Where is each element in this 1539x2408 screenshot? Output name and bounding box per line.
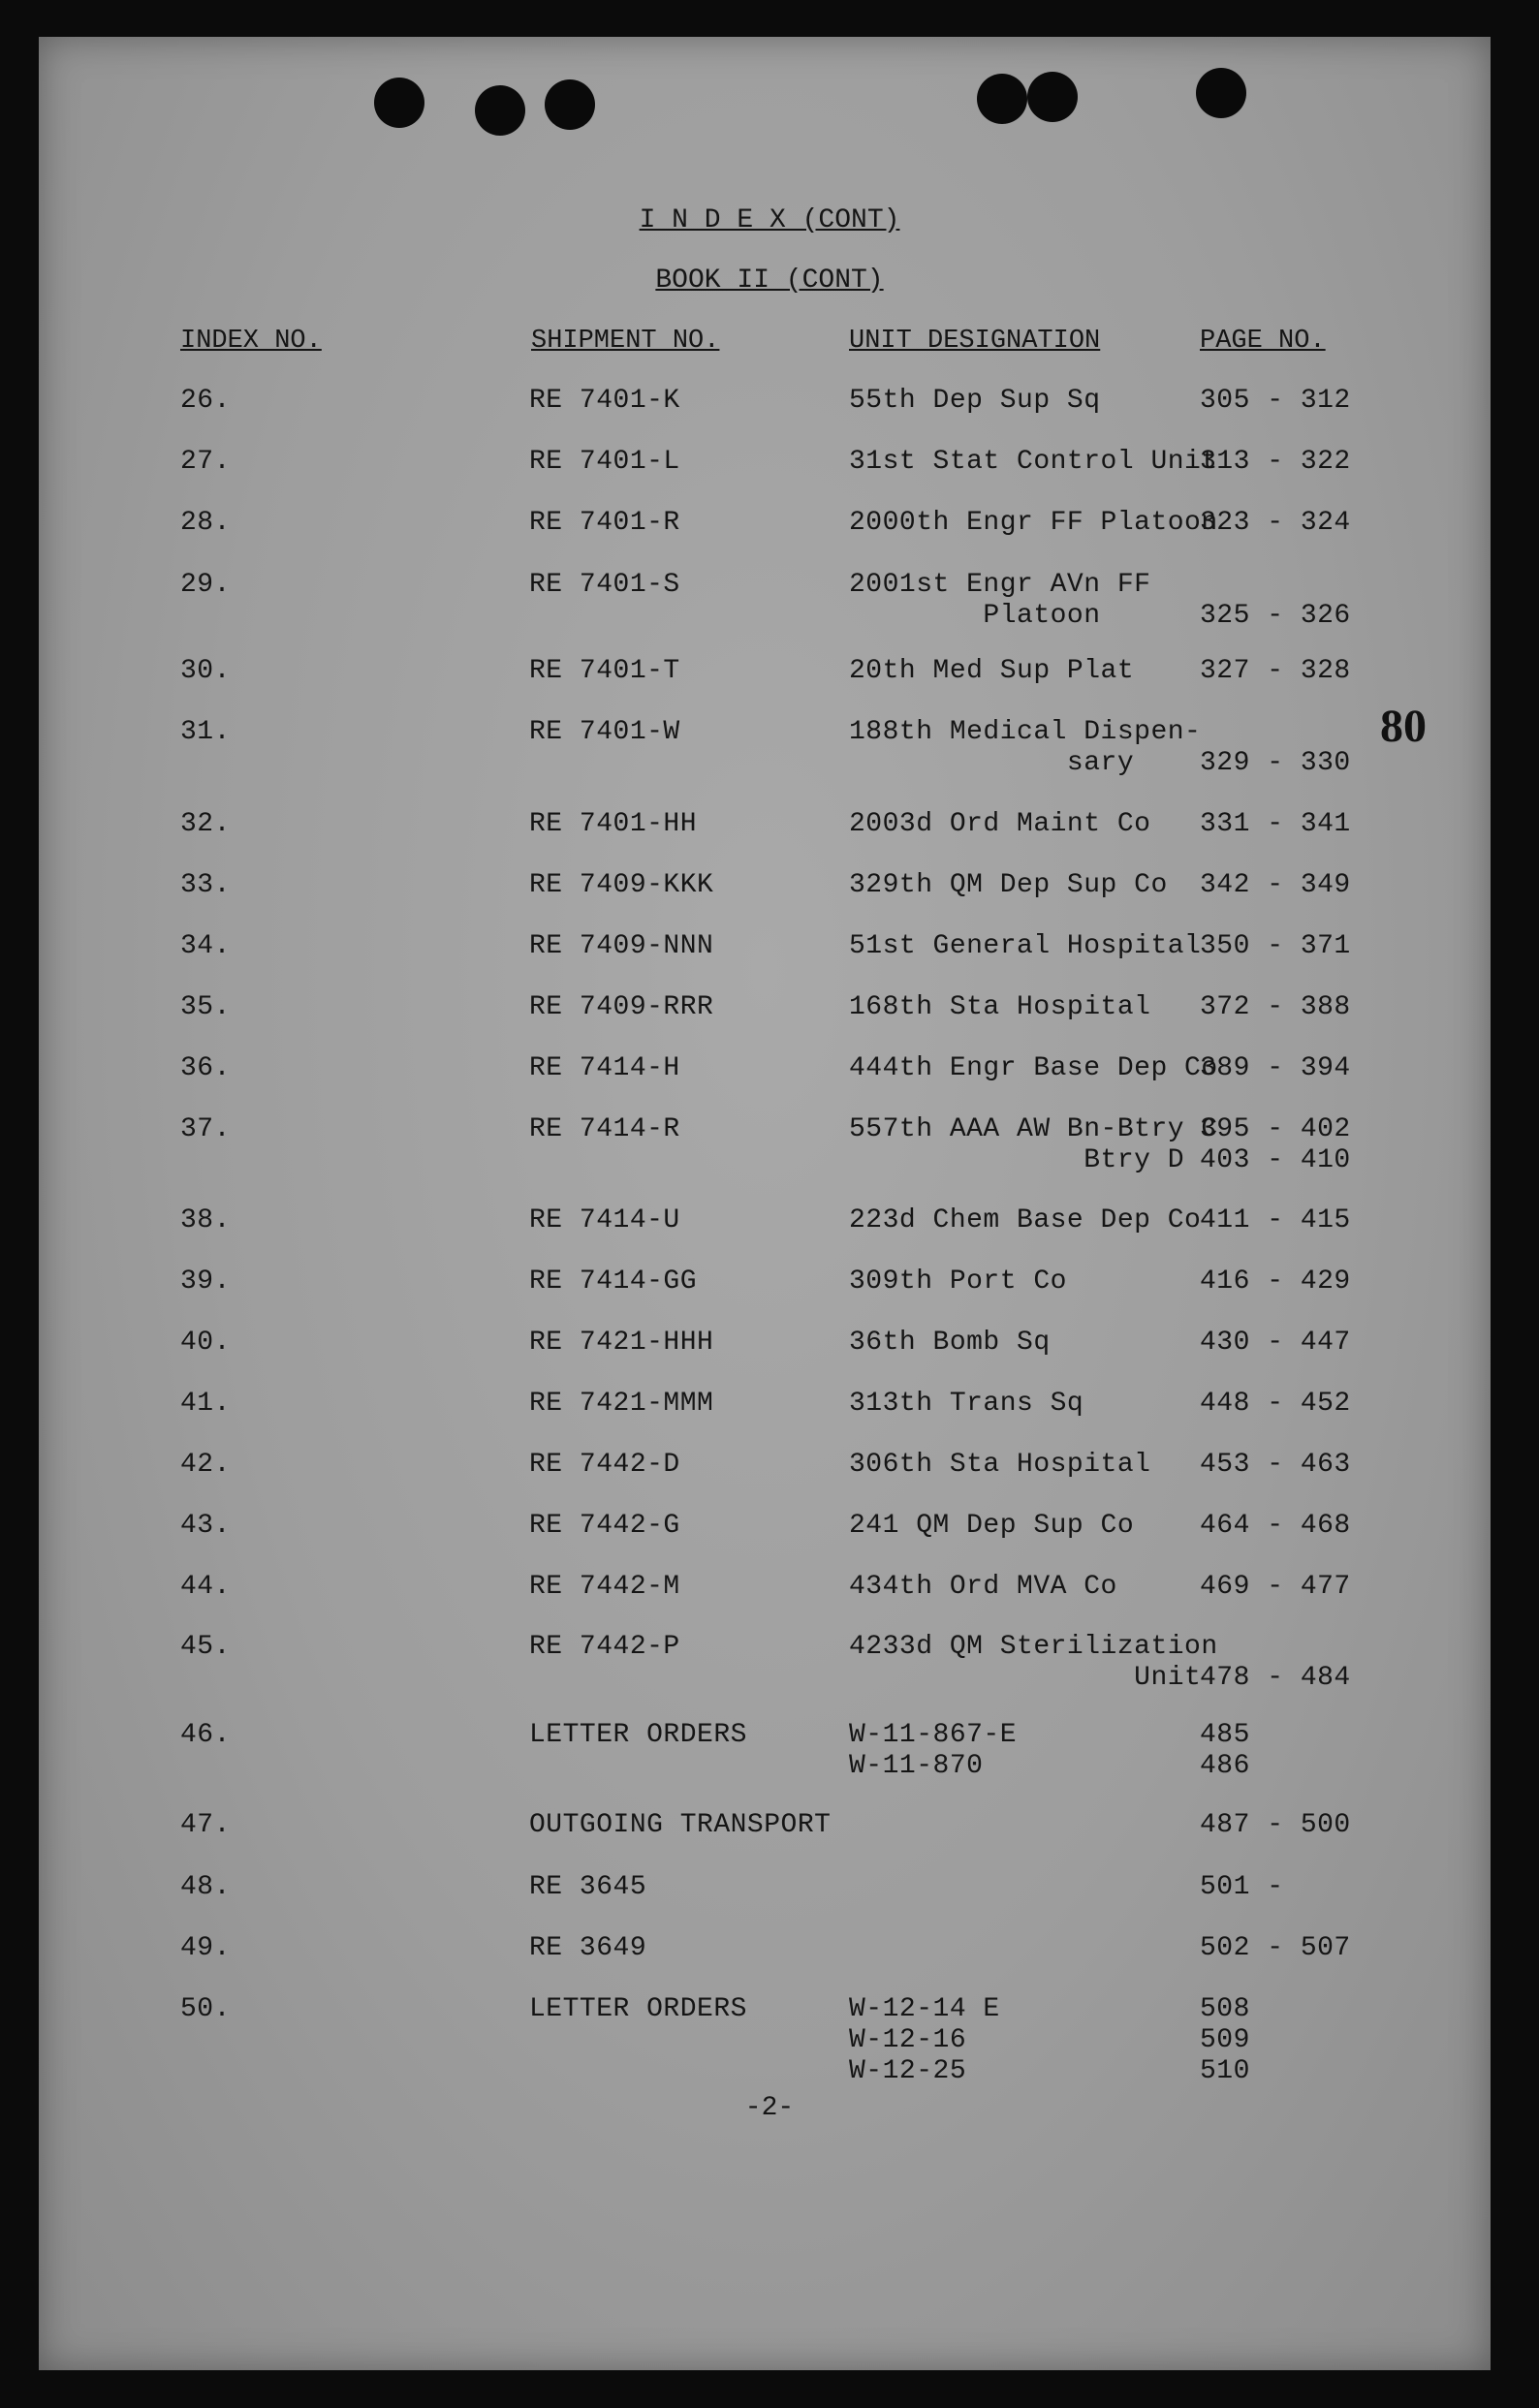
unit-designation: Unit — [849, 1663, 1202, 1693]
index-number: 33. — [180, 870, 231, 900]
index-number: 38. — [180, 1205, 231, 1235]
page-range: 389 - 394 — [1200, 1053, 1351, 1083]
index-number: 35. — [180, 992, 231, 1022]
column-header-index: INDEX NO. — [180, 327, 322, 356]
page-range: 329 - 330 — [1200, 748, 1351, 778]
shipment-number: RE 7442-D — [529, 1450, 680, 1480]
punch-hole — [977, 74, 1027, 124]
unit-designation: 36th Bomb Sq — [849, 1328, 1051, 1358]
index-number: 42. — [180, 1450, 231, 1480]
index-number: 28. — [180, 508, 231, 538]
unit-designation: 306th Sta Hospital — [849, 1450, 1151, 1480]
shipment-number: RE 7442-P — [529, 1632, 680, 1662]
page-range: 469 - 477 — [1200, 1572, 1351, 1602]
index-number: 46. — [180, 1720, 231, 1750]
index-number: 41. — [180, 1389, 231, 1419]
shipment-number: RE 7421-HHH — [529, 1328, 714, 1358]
index-number: 44. — [180, 1572, 231, 1602]
unit-designation: 55th Dep Sup Sq — [849, 386, 1101, 416]
page-range: 453 - 463 — [1200, 1450, 1351, 1480]
punch-hole — [1027, 72, 1078, 122]
shipment-number: RE 7421-MMM — [529, 1389, 714, 1419]
index-number: 27. — [180, 447, 231, 477]
page-range: 502 - 507 — [1200, 1933, 1351, 1963]
unit-designation: 51st General Hospital — [849, 931, 1202, 961]
page-range: 416 - 429 — [1200, 1267, 1351, 1297]
unit-designation: 313th Trans Sq — [849, 1389, 1084, 1419]
page-range: 327 - 328 — [1200, 656, 1351, 686]
shipment-number: RE 7401-K — [529, 386, 680, 416]
index-number: 39. — [180, 1267, 231, 1297]
index-number: 31. — [180, 717, 231, 747]
unit-designation: 329th QM Dep Sup Co — [849, 870, 1168, 900]
page-range: 487 - 500 — [1200, 1810, 1351, 1840]
unit-designation: W-11-870 — [849, 1751, 984, 1781]
unit-designation: W-12-25 — [849, 2056, 967, 2086]
unit-designation: W-12-14 E — [849, 1994, 1000, 2024]
index-number: 37. — [180, 1114, 231, 1144]
page-stamp-number: 80 — [1380, 701, 1427, 752]
page-range: 305 - 312 — [1200, 386, 1351, 416]
shipment-number: RE 3645 — [529, 1872, 647, 1902]
unit-designation: 20th Med Sup Plat — [849, 656, 1135, 686]
page-range: 372 - 388 — [1200, 992, 1351, 1022]
index-number: 29. — [180, 570, 231, 600]
page-range: 485 — [1200, 1720, 1250, 1750]
shipment-number: RE 7414-H — [529, 1053, 680, 1083]
unit-designation: 241 QM Dep Sup Co — [849, 1511, 1135, 1541]
shipment-number: LETTER ORDERS — [529, 1720, 747, 1750]
page-range: 430 - 447 — [1200, 1328, 1351, 1358]
page-range: 313 - 322 — [1200, 447, 1351, 477]
page-range: 342 - 349 — [1200, 870, 1351, 900]
book-subtitle: BOOK II (CONT) — [655, 266, 884, 296]
punch-hole — [1196, 68, 1246, 118]
page-range: 501 - — [1200, 1872, 1284, 1902]
punch-hole — [545, 79, 595, 130]
index-number: 26. — [180, 386, 231, 416]
unit-designation: sary — [849, 748, 1135, 778]
index-number: 32. — [180, 809, 231, 839]
index-number: 34. — [180, 931, 231, 961]
shipment-number: RE 7401-T — [529, 656, 680, 686]
unit-designation: 434th Ord MVA Co — [849, 1572, 1117, 1602]
index-number: 50. — [180, 1994, 231, 2024]
unit-designation: W-12-16 — [849, 2025, 967, 2055]
unit-designation: Platoon — [849, 601, 1101, 631]
shipment-number: RE 7401-W — [529, 717, 680, 747]
page-range: 323 - 324 — [1200, 508, 1351, 538]
unit-designation: 31st Stat Control Unit — [849, 447, 1218, 477]
unit-designation: 309th Port Co — [849, 1267, 1067, 1297]
index-number: 48. — [180, 1872, 231, 1902]
footer-page-number: -2- — [744, 2093, 795, 2123]
page-range: 486 — [1200, 1751, 1250, 1781]
page-range: 331 - 341 — [1200, 809, 1351, 839]
page-range: 350 - 371 — [1200, 931, 1351, 961]
shipment-number: RE 7409-RRR — [529, 992, 714, 1022]
page-range: 325 - 326 — [1200, 601, 1351, 631]
shipment-number: RE 7401-L — [529, 447, 680, 477]
shipment-number: RE 3649 — [529, 1933, 647, 1963]
index-number: 43. — [180, 1511, 231, 1541]
page-range: 508 — [1200, 1994, 1250, 2024]
unit-designation: 188th Medical Dispen- — [849, 717, 1202, 747]
page-range: 478 - 484 — [1200, 1663, 1351, 1693]
unit-designation: 557th AAA AW Bn-Btry C — [849, 1114, 1218, 1144]
shipment-number: RE 7442-M — [529, 1572, 680, 1602]
unit-designation: 4233d QM Sterilization — [849, 1632, 1218, 1662]
index-number: 49. — [180, 1933, 231, 1963]
shipment-number: OUTGOING TRANSPORT — [529, 1810, 832, 1840]
unit-designation: W-11-867-E — [849, 1720, 1018, 1750]
index-number: 30. — [180, 656, 231, 686]
page-range: 448 - 452 — [1200, 1389, 1351, 1419]
punch-hole — [475, 85, 525, 136]
punch-hole — [374, 78, 424, 128]
index-number: 40. — [180, 1328, 231, 1358]
page-range: 403 - 410 — [1200, 1145, 1351, 1175]
unit-designation: 223d Chem Base Dep Co — [849, 1205, 1202, 1235]
shipment-number: RE 7401-HH — [529, 809, 698, 839]
unit-designation: Btry D — [849, 1145, 1185, 1175]
shipment-number: RE 7401-S — [529, 570, 680, 600]
shipment-number: RE 7442-G — [529, 1511, 680, 1541]
shipment-number: RE 7409-KKK — [529, 870, 714, 900]
column-header-shipment: SHIPMENT NO. — [531, 327, 720, 356]
page-range: 395 - 402 — [1200, 1114, 1351, 1144]
column-header-unit: UNIT DESIGNATION — [849, 327, 1101, 356]
unit-designation: 2000th Engr FF Platoon — [849, 508, 1218, 538]
column-header-page: PAGE NO. — [1200, 327, 1326, 356]
index-number: 36. — [180, 1053, 231, 1083]
index-title: I N D E X (CONT) — [639, 205, 900, 235]
page-range: 510 — [1200, 2056, 1250, 2086]
shipment-number: RE 7414-U — [529, 1205, 680, 1235]
shipment-number: RE 7409-NNN — [529, 931, 714, 961]
shipment-number: LETTER ORDERS — [529, 1994, 747, 2024]
page-range: 411 - 415 — [1200, 1205, 1351, 1235]
page-range: 464 - 468 — [1200, 1511, 1351, 1541]
shipment-number: RE 7401-R — [529, 508, 680, 538]
page-range: 509 — [1200, 2025, 1250, 2055]
unit-designation: 444th Engr Base Dep Co — [849, 1053, 1218, 1083]
index-number: 45. — [180, 1632, 231, 1662]
unit-designation: 2003d Ord Maint Co — [849, 809, 1151, 839]
unit-designation: 2001st Engr AVn FF — [849, 570, 1151, 600]
shipment-number: RE 7414-R — [529, 1114, 680, 1144]
shipment-number: RE 7414-GG — [529, 1267, 698, 1297]
unit-designation: 168th Sta Hospital — [849, 992, 1151, 1022]
index-number: 47. — [180, 1810, 231, 1840]
